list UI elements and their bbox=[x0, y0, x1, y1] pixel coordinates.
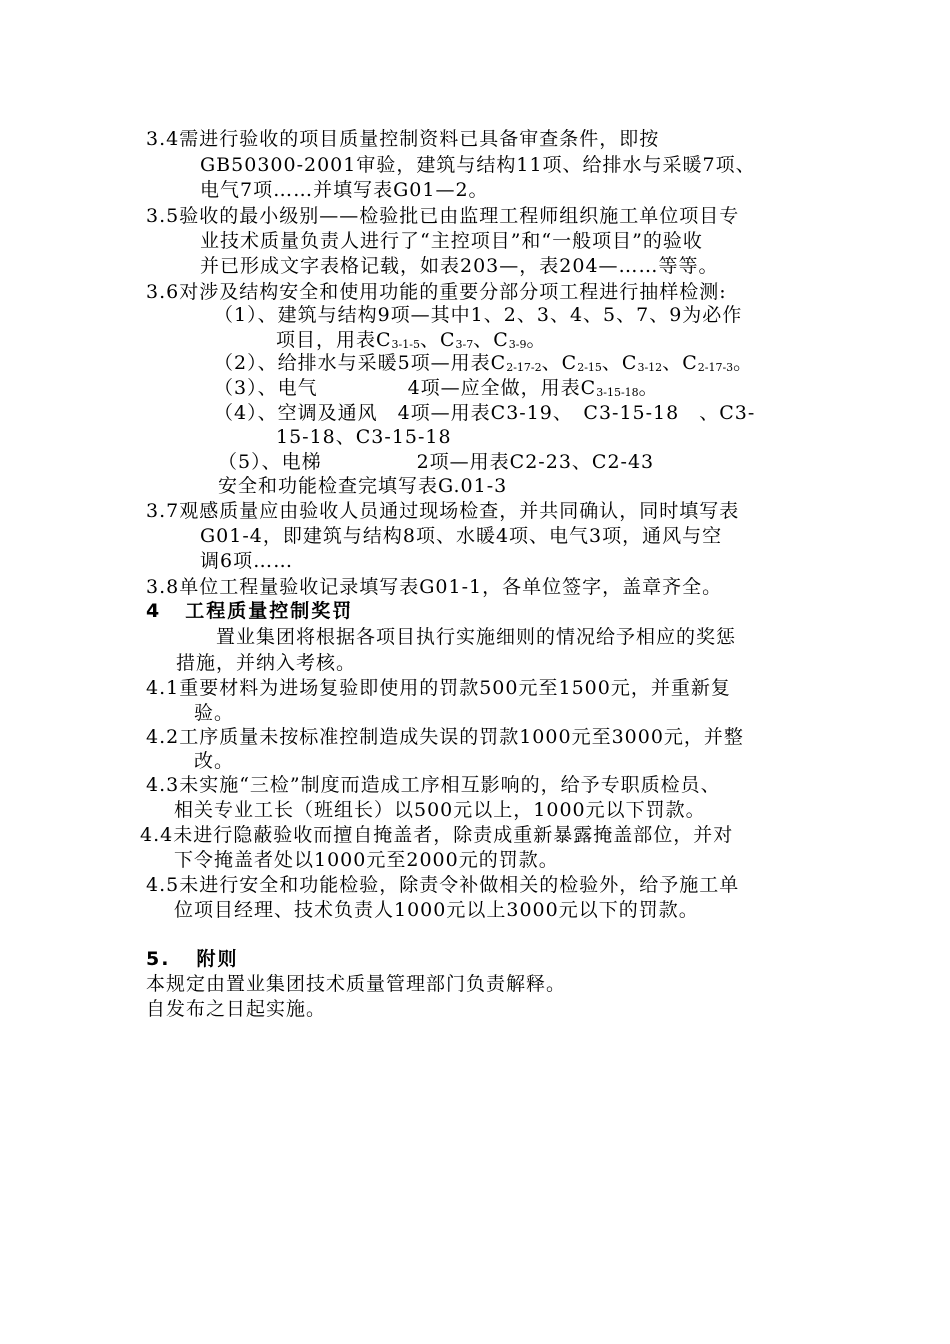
item-3-5-line-1: 3.5验收的最小级别——检验批已由监理工程师组织施工单位项目专 bbox=[146, 205, 740, 227]
item-3-4-line-1: 3.4需进行验收的项目质量控制资料已具备审查条件，即按 bbox=[146, 128, 660, 150]
item-3-6-p2: （2）、给排水与采暖5项—用表C2-17-2、C2-15、C3-12、C2-17-3。 bbox=[214, 352, 754, 374]
item-4-5-line-2: 位项目经理、技术负责人1000元以上3000元以下的罚款。 bbox=[174, 899, 699, 921]
item-3-7-line-1: 3.7观感质量应由验收人员通过现场检查，并共同确认，同时填写表 bbox=[146, 500, 740, 522]
section-4-intro-line-1: 置业集团将根据各项目执行实施细则的情况给予相应的奖惩 bbox=[216, 626, 737, 648]
item-4-1-line-1: 4.1重要材料为进场复验即使用的罚款500元至1500元，并重新复 bbox=[146, 677, 731, 699]
item-3-6-p3: （3）、电气 4项—应全做，用表C3-15-18。 bbox=[214, 377, 659, 399]
item-3-7-line-3: 调6项…… bbox=[200, 550, 294, 572]
section-4-heading bbox=[146, 598, 353, 624]
section-5-title: 附则 bbox=[196, 948, 239, 970]
item-3-6-p4-line-2: 15-18、C3-15-18 bbox=[276, 426, 452, 448]
item-3-4-line-3: 电气7项……并填写表G01—2。 bbox=[200, 179, 489, 201]
item-3-6-p4-line-1: （4）、空调及通风 4项—用表C3-19、 C3-15-18 、C3- bbox=[214, 402, 756, 424]
item-3-5-line-3: 并已形成文字表格记载，如表203—，表204—……等等。 bbox=[200, 255, 719, 277]
item-3-5-line-2: 业技术质量负责人进行了“主控项目”和“一般项目”的验收 bbox=[200, 230, 703, 252]
item-4-3-line-2: 相关专业工长（班组长）以500元以上，1000元以下罚款。 bbox=[174, 799, 706, 821]
item-3-6-p5: （5）、电梯 2项—用表C2-23、C2-43 bbox=[218, 451, 655, 473]
section-4-number: 4 bbox=[146, 600, 162, 622]
item-3-6-p1-line-1: （1）、建筑与结构9项—其中1、2、3、4、5、7、9为必作 bbox=[214, 304, 743, 326]
item-4-3-line-1: 4.3未实施“三检”制度而造成工序相互影响的，给予专职质检员、 bbox=[146, 774, 721, 796]
item-4-1-line-2: 验。 bbox=[194, 702, 235, 724]
section-5-number: 5. bbox=[146, 948, 171, 970]
section-4-intro-line-2: 措施，并纳入考核。 bbox=[176, 652, 357, 674]
section-5-line-1: 本规定由置业集团技术质量管理部门负责解释。 bbox=[146, 973, 567, 995]
item-3-6-tail: 安全和功能检查完填写表G.01-3 bbox=[218, 475, 508, 497]
item-3-8: 3.8单位工程量验收记录填写表G01-1，各单位签字，盖章齐全。 bbox=[146, 576, 723, 598]
item-4-4-line-2: 下令掩盖者处以1000元至2000元的罚款。 bbox=[174, 849, 559, 871]
item-3-7-line-2: G01-4，即建筑与结构8项、水暖4项、电气3项，通风与空 bbox=[200, 525, 723, 547]
item-4-4-line-1: 4.4未进行隐蔽验收而擅自掩盖者，除责成重新暴露掩盖部位，并对 bbox=[140, 824, 734, 846]
section-5-line-2: 自发布之日起实施。 bbox=[146, 998, 327, 1020]
section-5-heading bbox=[146, 946, 238, 972]
item-3-6-intro: 3.6对涉及结构安全和使用功能的重要分部分项工程进行抽样检测: bbox=[146, 281, 727, 303]
item-4-2-line-1: 4.2工序质量未按标准控制造成失误的罚款1000元至3000元，并整 bbox=[146, 726, 744, 748]
item-4-5-line-1: 4.5未进行安全和功能检验，除责令补做相关的检验外，给予施工单 bbox=[146, 874, 740, 896]
item-4-2-line-2: 改。 bbox=[194, 750, 235, 772]
item-3-6-p1-line-2: 项目，用表C3-1-5、C3-7、C3-9。 bbox=[276, 329, 547, 351]
section-4-title: 工程质量控制奖罚 bbox=[185, 600, 354, 622]
item-3-4-line-2: GB50300-2001审验，建筑与结构11项、给排水与采暖7项、 bbox=[200, 154, 756, 176]
